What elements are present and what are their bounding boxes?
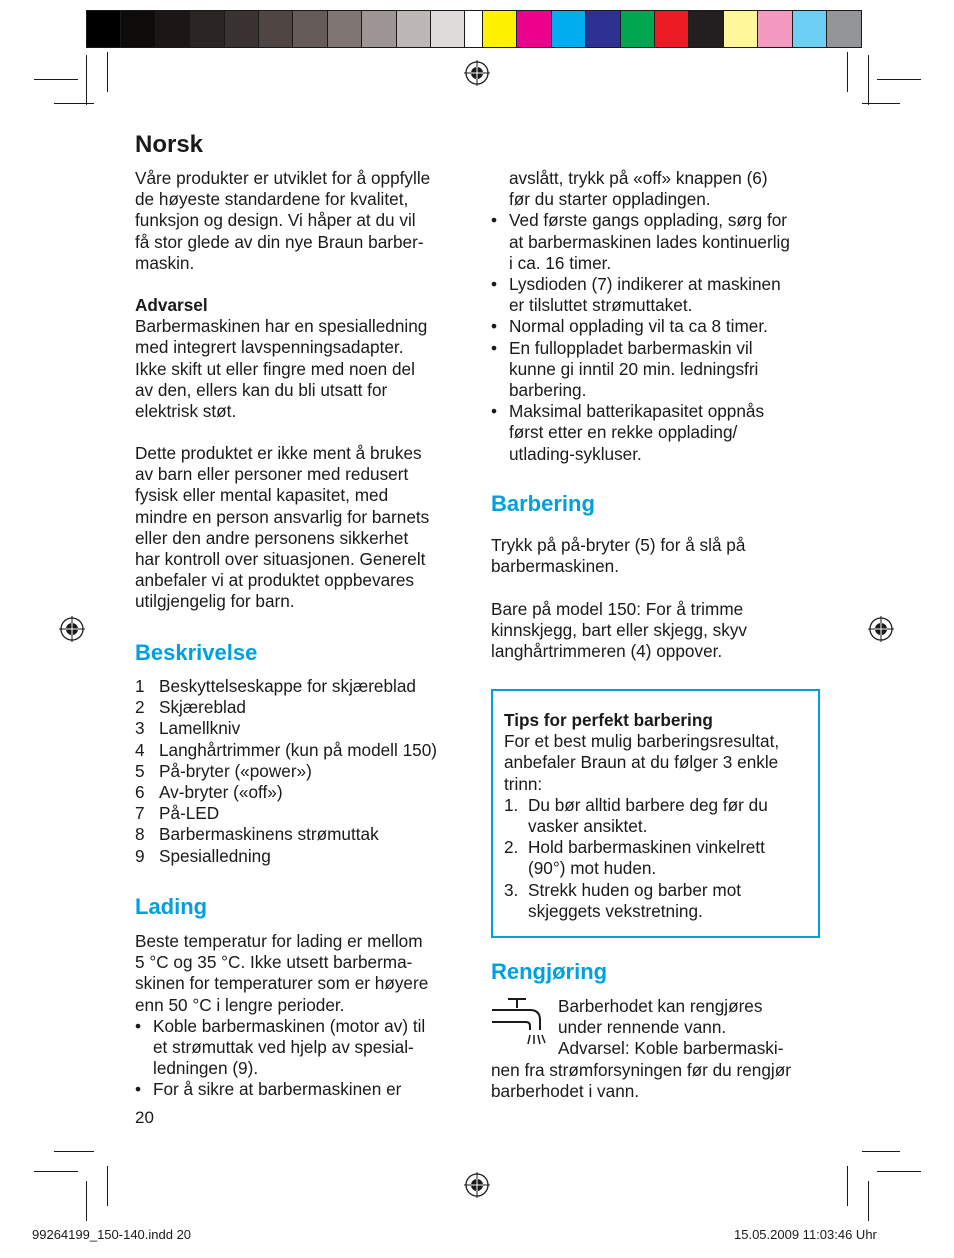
text-line: ledningen (9). — [153, 1058, 259, 1079]
color-swatch — [655, 11, 689, 47]
part-number: 5 — [135, 760, 145, 781]
color-swatch — [156, 11, 190, 47]
crop-mark — [107, 1166, 108, 1206]
beskrivelse-heading: Beskrivelse — [135, 640, 258, 665]
crop-mark — [107, 52, 108, 92]
color-swatch — [293, 11, 327, 47]
text-line: er tilsluttet strømuttaket. — [509, 295, 693, 316]
list-item — [135, 803, 475, 824]
text-line: Våre produkter er utviklet for å oppfylle — [135, 168, 431, 188]
text-line: før du starter oppladingen. — [509, 189, 711, 210]
text-line: få stor glede av din nye Braun barber- — [135, 231, 424, 252]
list-item — [135, 676, 475, 697]
crop-mark — [847, 52, 848, 92]
registration-mark-icon — [464, 60, 490, 86]
list-item — [135, 782, 475, 803]
text-line: kunne gi inntil 20 min. ledningsfri — [509, 358, 759, 379]
list-item — [491, 274, 831, 316]
part-number: 4 — [135, 739, 145, 760]
part-label: Spesialledning — [159, 845, 271, 866]
list-item — [135, 740, 475, 761]
color-swatch — [621, 11, 655, 47]
page-title: Norsk — [135, 131, 204, 158]
tips-title: Tips for perfekt barbering — [504, 710, 713, 730]
children-warning — [135, 443, 475, 613]
list-item — [135, 697, 475, 718]
text-line: • For å sikre at barbermaskinen er — [153, 1079, 402, 1100]
list-item — [491, 316, 831, 337]
list-item — [135, 846, 475, 867]
color-swatch — [362, 11, 396, 47]
barbering-section — [491, 535, 831, 662]
lading-section — [135, 931, 475, 1101]
text-line: utilgjengelig for barn. — [135, 591, 295, 612]
text-line: utlading-sykluser. — [509, 443, 642, 464]
intro-lines — [135, 168, 475, 274]
crop-mark — [86, 55, 87, 105]
text-line: langhårtrimmeren (4) oppover. — [491, 641, 723, 661]
color-swatch — [431, 11, 465, 47]
part-number: 1 — [135, 676, 145, 696]
crop-mark — [847, 1166, 848, 1206]
charging-continued-text — [491, 168, 831, 210]
text-line: anbefaler Braun at du følger 3 enkle — [504, 752, 779, 773]
color-swatch — [87, 11, 121, 47]
text-line: Dette produktet er ikke ment å brukes — [135, 443, 422, 463]
text-line: Bare på model 150: For å trimme — [491, 598, 744, 619]
crop-mark — [34, 79, 78, 80]
text-line: Du bør alltid barbere deg før du — [528, 794, 768, 815]
barbering-p1 — [491, 535, 831, 577]
list-item — [504, 837, 814, 879]
color-swatch — [121, 11, 155, 47]
text-line: For et best mulig barberingsresultat, — [504, 731, 780, 752]
warning-label: Advarsel — [135, 295, 208, 315]
part-label: På-LED — [159, 803, 220, 824]
lading-text — [135, 931, 475, 1016]
rengjoring-full — [491, 1060, 831, 1102]
parts-list — [135, 676, 475, 867]
footer-filename: 99264199_150-140.indd 20 — [32, 1227, 192, 1242]
text-line: først etter en rekke opplading/ — [509, 422, 738, 443]
part-number: 7 — [135, 803, 145, 824]
registration-mark-icon — [59, 616, 85, 642]
text-line: med integrert lavspenningsadapter. — [135, 337, 404, 358]
text-line: mindre en person ansvarlig for barnets — [135, 506, 430, 527]
text-line: av barn eller personer med redusert — [135, 464, 409, 485]
charging-continued — [491, 168, 831, 465]
color-swatch — [552, 11, 586, 47]
warning-text — [135, 316, 475, 422]
crop-mark — [54, 103, 94, 104]
text-line: skjeggets vekstretning. — [528, 900, 703, 921]
footer-timestamp: 15.05.2009 11:03:46 Uhr — [734, 1227, 877, 1242]
color-swatch — [689, 11, 723, 47]
text-line: nen fra strømforsyningen før du rengjør — [491, 1059, 791, 1080]
list-item — [491, 401, 831, 465]
text-line: i ca. 16 timer. — [509, 252, 612, 273]
text-line: Ikke skift ut eller fingre med noen del — [135, 358, 415, 379]
color-swatch — [586, 11, 620, 47]
part-label: Beskyttelseskappe for skjæreblad — [159, 676, 416, 696]
text-line: • En fulloppladet barbermaskin vil — [509, 337, 753, 358]
process-color-bar — [482, 10, 862, 48]
text-line: funksjon og design. Vi håper at du vil — [135, 210, 416, 231]
text-line: de høyeste standardene for kvalitet, — [135, 189, 409, 210]
text-line: at barbermaskinen lades kontinuerlig — [509, 231, 790, 252]
text-line: anbefaler vi at produktet oppbevares — [135, 570, 415, 591]
crop-mark — [877, 79, 921, 80]
tips-box — [491, 689, 820, 938]
text-line: Beste temperatur for lading er mellom — [135, 931, 423, 951]
text-line: vasker ansiktet. — [528, 816, 648, 837]
text-line: maskin. — [135, 252, 195, 273]
color-swatch — [758, 11, 792, 47]
text-line: av den, ellers kan du bli utsatt for — [135, 379, 388, 400]
text-line: barberhodet i vann. — [491, 1080, 640, 1101]
part-number: 8 — [135, 824, 145, 845]
part-number: 2 — [135, 697, 145, 718]
barbering-p2 — [491, 599, 831, 663]
text-line: Barbermaskinen har en spesialledning — [135, 316, 428, 337]
rengjoring-indented — [491, 996, 831, 1060]
text-line: 5 °C og 35 °C. Ikke utsett barberma- — [135, 952, 413, 973]
crop-mark — [877, 1171, 921, 1172]
color-swatch — [397, 11, 431, 47]
text-line: avslått, trykk på «off» knappen (6) — [509, 168, 768, 188]
crop-mark — [868, 55, 869, 105]
text-line: et strømuttak ved hjelp av spesial- — [153, 1037, 414, 1058]
rengjoring-section — [491, 996, 831, 1102]
registration-mark-icon — [868, 616, 894, 642]
children-warning-text — [135, 443, 475, 613]
lading-heading: Lading — [135, 894, 208, 919]
color-swatch — [483, 11, 517, 47]
page-number: 20 — [135, 1108, 154, 1127]
list-item — [491, 338, 831, 402]
text-line: barbermaskinen. — [491, 556, 620, 577]
list-item — [135, 824, 475, 845]
step-number: 3. — [504, 879, 519, 900]
list-item — [135, 718, 475, 739]
part-label: Langhårtrimmer (kun på modell 150) — [159, 739, 437, 760]
part-label: Barbermaskinens strømuttak — [159, 824, 379, 845]
text-line: Hold barbermaskinen vinkelrett — [528, 837, 765, 858]
color-swatch — [225, 11, 259, 47]
text-line: under rennende vann. — [558, 1017, 727, 1038]
part-number: 9 — [135, 845, 145, 866]
color-swatch — [190, 11, 224, 47]
part-label: Skjæreblad — [159, 697, 246, 718]
text-line: • Ved første gangs opplading, sørg for — [509, 210, 788, 231]
part-label: Av-bryter («off») — [159, 782, 283, 803]
text-line: • Normal opplading vil ta ca 8 timer. — [509, 316, 768, 337]
part-number: 3 — [135, 718, 145, 739]
crop-mark — [34, 1171, 78, 1172]
crop-mark — [86, 1181, 87, 1221]
text-line: kinnskjegg, bart eller skjegg, skyv — [491, 619, 748, 640]
text-line: barbering. — [509, 380, 587, 401]
color-swatch — [328, 11, 362, 47]
text-line: har kontroll over situasjonen. Generelt — [135, 549, 426, 570]
tips-intro — [504, 731, 814, 795]
warning-section — [135, 295, 475, 422]
crop-mark — [862, 1151, 900, 1152]
list-item — [135, 1016, 475, 1080]
crop-mark — [54, 1151, 94, 1152]
color-swatch — [827, 11, 861, 47]
rengjoring-heading: Rengjøring — [491, 959, 608, 984]
text-line: • Lysdioden (7) indikerer at maskinen — [509, 274, 781, 295]
list-item — [491, 210, 831, 274]
registration-mark-icon — [464, 1172, 490, 1198]
text-line: enn 50 °C i lengre perioder. — [135, 994, 345, 1015]
grayscale-color-bar — [86, 10, 501, 48]
text-line: • Maksimal batterikapasitet oppnås — [509, 401, 765, 422]
color-swatch — [793, 11, 827, 47]
text-line: Trykk på på-bryter (5) for å slå på — [491, 535, 746, 555]
color-swatch — [724, 11, 758, 47]
list-item — [135, 1079, 475, 1100]
text-line: Strekk huden og barber mot — [528, 879, 742, 900]
part-label: På-bryter («power») — [159, 760, 312, 781]
text-line: trinn: — [504, 773, 543, 794]
list-item — [504, 880, 814, 922]
text-line: • Koble barbermaskinen (motor av) til — [153, 1015, 426, 1036]
color-swatch — [517, 11, 551, 47]
text-line: Advarsel: Koble barbermaski- — [558, 1038, 784, 1059]
step-number: 2. — [504, 837, 519, 858]
step-number: 1. — [504, 794, 519, 815]
text-line: fysisk eller mental kapasitet, med — [135, 485, 389, 506]
intro-paragraph — [135, 168, 475, 274]
text-line: elektrisk støt. — [135, 401, 237, 422]
part-label: Lamellkniv — [159, 718, 241, 739]
part-number: 6 — [135, 782, 145, 803]
list-item — [504, 795, 814, 837]
list-item — [135, 761, 475, 782]
text-line: skinen for temperaturer som er høyere — [135, 973, 429, 994]
color-swatch — [259, 11, 293, 47]
barbering-heading: Barbering — [491, 491, 595, 516]
crop-mark — [868, 1181, 869, 1221]
text-line: eller den andre personens sikkerhet — [135, 527, 409, 548]
text-line: Barberhodet kan rengjøres — [558, 996, 763, 1016]
text-line: (90°) mot huden. — [528, 858, 657, 879]
